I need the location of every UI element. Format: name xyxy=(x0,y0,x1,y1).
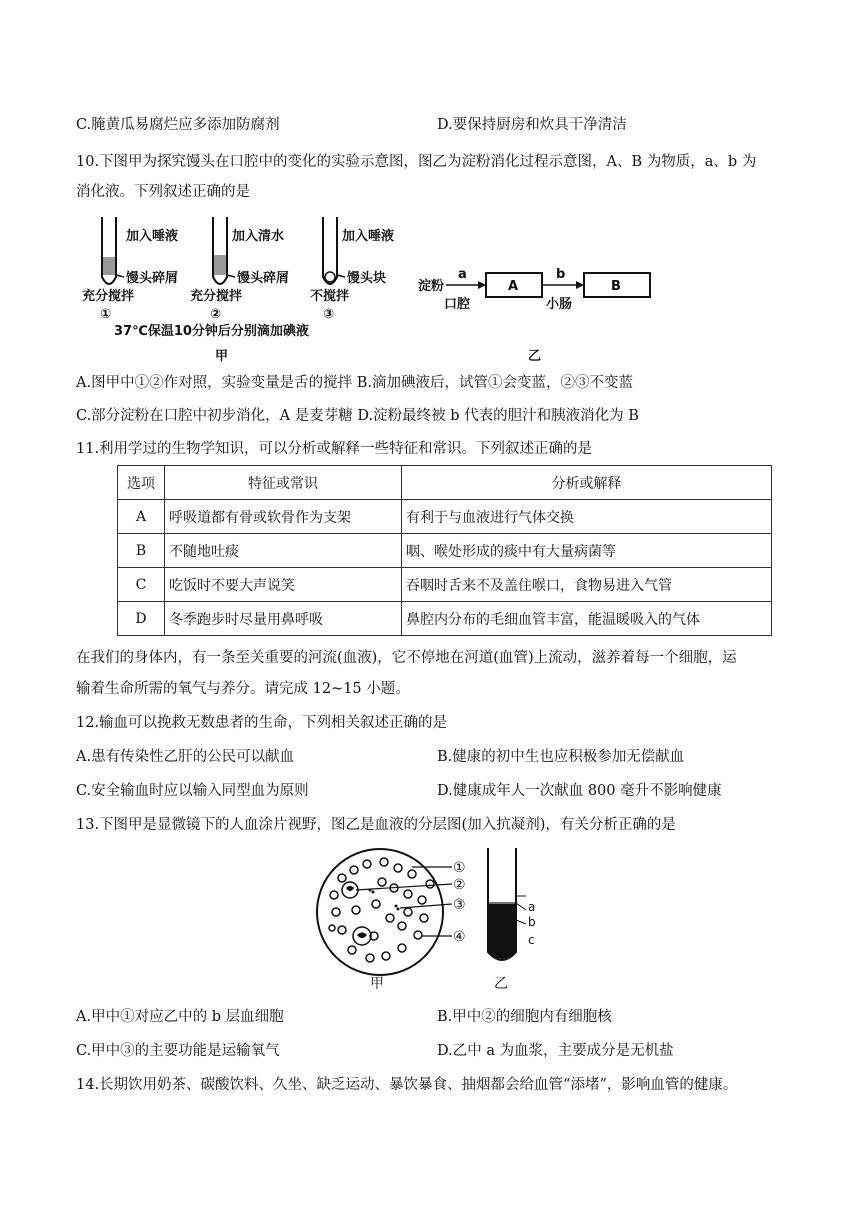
q13-stem: 13.下图甲是显微镜下的人血涂片视野，图乙是血液的分层图(加入抗凝剂)，有关分析正确的是 xyxy=(76,817,676,833)
label-1: ① xyxy=(453,860,466,876)
table-header-row xyxy=(118,466,772,500)
q9-option-d: D.要保持厨房和炊具干净清洁 xyxy=(437,117,627,133)
tube2-side-label: 馒头碎屑 xyxy=(237,271,290,286)
q12-option-b: B.健康的初中生也应积极参加无偿献血 xyxy=(437,749,685,765)
header-option: 选项 xyxy=(118,466,165,500)
q10-figure xyxy=(80,205,780,370)
test-tube-2 xyxy=(213,217,235,284)
microscope-field xyxy=(317,849,443,975)
tube2-bottom-label: 充分搅拌 xyxy=(190,289,243,304)
q12-option-c: C.安全输血时应以输入同型血为原则 xyxy=(76,783,309,799)
box-b-label: B xyxy=(611,279,621,294)
q13-option-c: C.甲中③的主要功能是运输氧气 xyxy=(76,1043,280,1059)
q12-stem: 12.输血可以挽救无数患者的生命，下列相关叙述正确的是 xyxy=(76,715,448,731)
fig-jia-label: 甲 xyxy=(215,349,229,364)
q12-option-d: D.健康成年人一次献血 800 毫升不影响健康 xyxy=(437,783,722,799)
label-2: ② xyxy=(453,877,466,893)
fig-yi-arrow2-bottom: 小肠 xyxy=(546,297,573,312)
layer-c-label: c xyxy=(528,933,535,947)
q12-option-a: A.患有传染性乙肝的公民可以献血 xyxy=(76,749,295,765)
table-row: A 呼吸道都有骨或软骨作为支架 有利于与血液进行气体交换 xyxy=(118,500,772,534)
table-row: C 吃饭时不要大声说笑 吞咽时舌来不及盖住喉口，食物易进入气管 xyxy=(118,568,772,602)
tube3-bottom-label: 不搅拌 xyxy=(310,289,350,304)
header-feature: 特征或常识 xyxy=(165,466,402,500)
layer-a-label: a xyxy=(528,900,536,914)
fig-yi-label: 乙 xyxy=(528,349,542,364)
fig-yi-arrow1-bottom: 口腔 xyxy=(444,297,471,312)
box-a-label: A xyxy=(508,279,519,294)
layer-b-label: b xyxy=(528,915,536,929)
table-row: D 冬季跑步时尽量用鼻呼吸 鼻腔内分布的毛细血管丰富，能温暖吸入的气体 xyxy=(118,602,772,636)
q11-stem: 11.利用学过的生物学知识，可以分析或解释一些特征和常识。下列叙述正确的是 xyxy=(76,441,593,457)
test-tube-1 xyxy=(102,217,124,284)
label-3: ③ xyxy=(453,897,466,913)
fig-yi-start: 淀粉 xyxy=(418,279,445,294)
q14-stem: 14.长期饮用奶茶、碳酸饮料、久坐、缺乏运动、暴饮暴食、抽烟都会给血管“添堵”，影响血管的健康。 xyxy=(76,1077,738,1093)
tube1-bottom-label: 充分搅拌 xyxy=(82,289,135,304)
tube3-number: ③ xyxy=(323,307,335,322)
fig-yi-arrow2-top: b xyxy=(556,267,566,282)
blood-tube xyxy=(488,848,516,960)
header-analysis: 分析或解释 xyxy=(402,466,772,500)
q13-option-b: B.甲中②的细胞内有细胞核 xyxy=(437,1009,612,1025)
q10-stem-line2: 消化液。下列叙述正确的是 xyxy=(76,184,250,200)
intro-line2: 输着生命所需的氧气与养分。请完成 12~15 小题。 xyxy=(76,681,410,697)
tube3-side-label: 馒头块 xyxy=(347,271,387,286)
tube1-top-label: 加入唾液 xyxy=(126,229,179,244)
table-row: B 不随地吐痰 咽、喉处形成的痰中有大量病菌等 xyxy=(118,534,772,568)
tube3-top-label: 加入唾液 xyxy=(342,229,395,244)
q13-option-a: A.甲中①对应乙中的 b 层血细胞 xyxy=(76,1009,284,1025)
fig-yi-arrow1-top: a xyxy=(458,267,467,282)
tube2-number: ② xyxy=(210,307,222,322)
q13-option-d: D.乙中 a 为血浆，主要成分是无机盐 xyxy=(437,1043,674,1059)
fig-jia-caption: 37℃保温10分钟后分别滴加碘液 xyxy=(114,324,309,339)
q9-option-c: C.腌黄瓜易腐烂应多添加防腐剂 xyxy=(76,117,280,133)
tube2-top-label: 加入清水 xyxy=(232,229,285,244)
q11-table xyxy=(117,465,772,636)
q10-options-ab: A.图甲中①②作对照，实验变量是舌的搅拌 B.滴加碘液后，试管①会变蓝，②③不变蓝 xyxy=(76,375,633,391)
q13-figure xyxy=(312,840,562,990)
fig-jia-label: 甲 xyxy=(370,976,384,990)
tube1-number: ① xyxy=(100,307,112,322)
intro-line1: 在我们的身体内，有一条至关重要的河流(血液)，它不停地在河道(血管)上流动，滋养着每一个细胞，运 xyxy=(76,650,737,666)
q10-stem-line1: 10.下图甲为探究馒头在口腔中的变化的实验示意图，图乙为淀粉消化过程示意图，A、B 为物质，a、b 为 xyxy=(76,154,757,170)
fig-yi-label: 乙 xyxy=(494,976,508,990)
tube1-side-label: 馒头碎屑 xyxy=(126,271,179,286)
label-4: ④ xyxy=(453,929,466,945)
q10-options-cd: C.部分淀粉在口腔中初步消化，A 是麦芽糖 D.淀粉最终被 b 代表的胆汁和胰液消化为 B xyxy=(76,408,639,424)
test-tube-3 xyxy=(323,217,345,284)
